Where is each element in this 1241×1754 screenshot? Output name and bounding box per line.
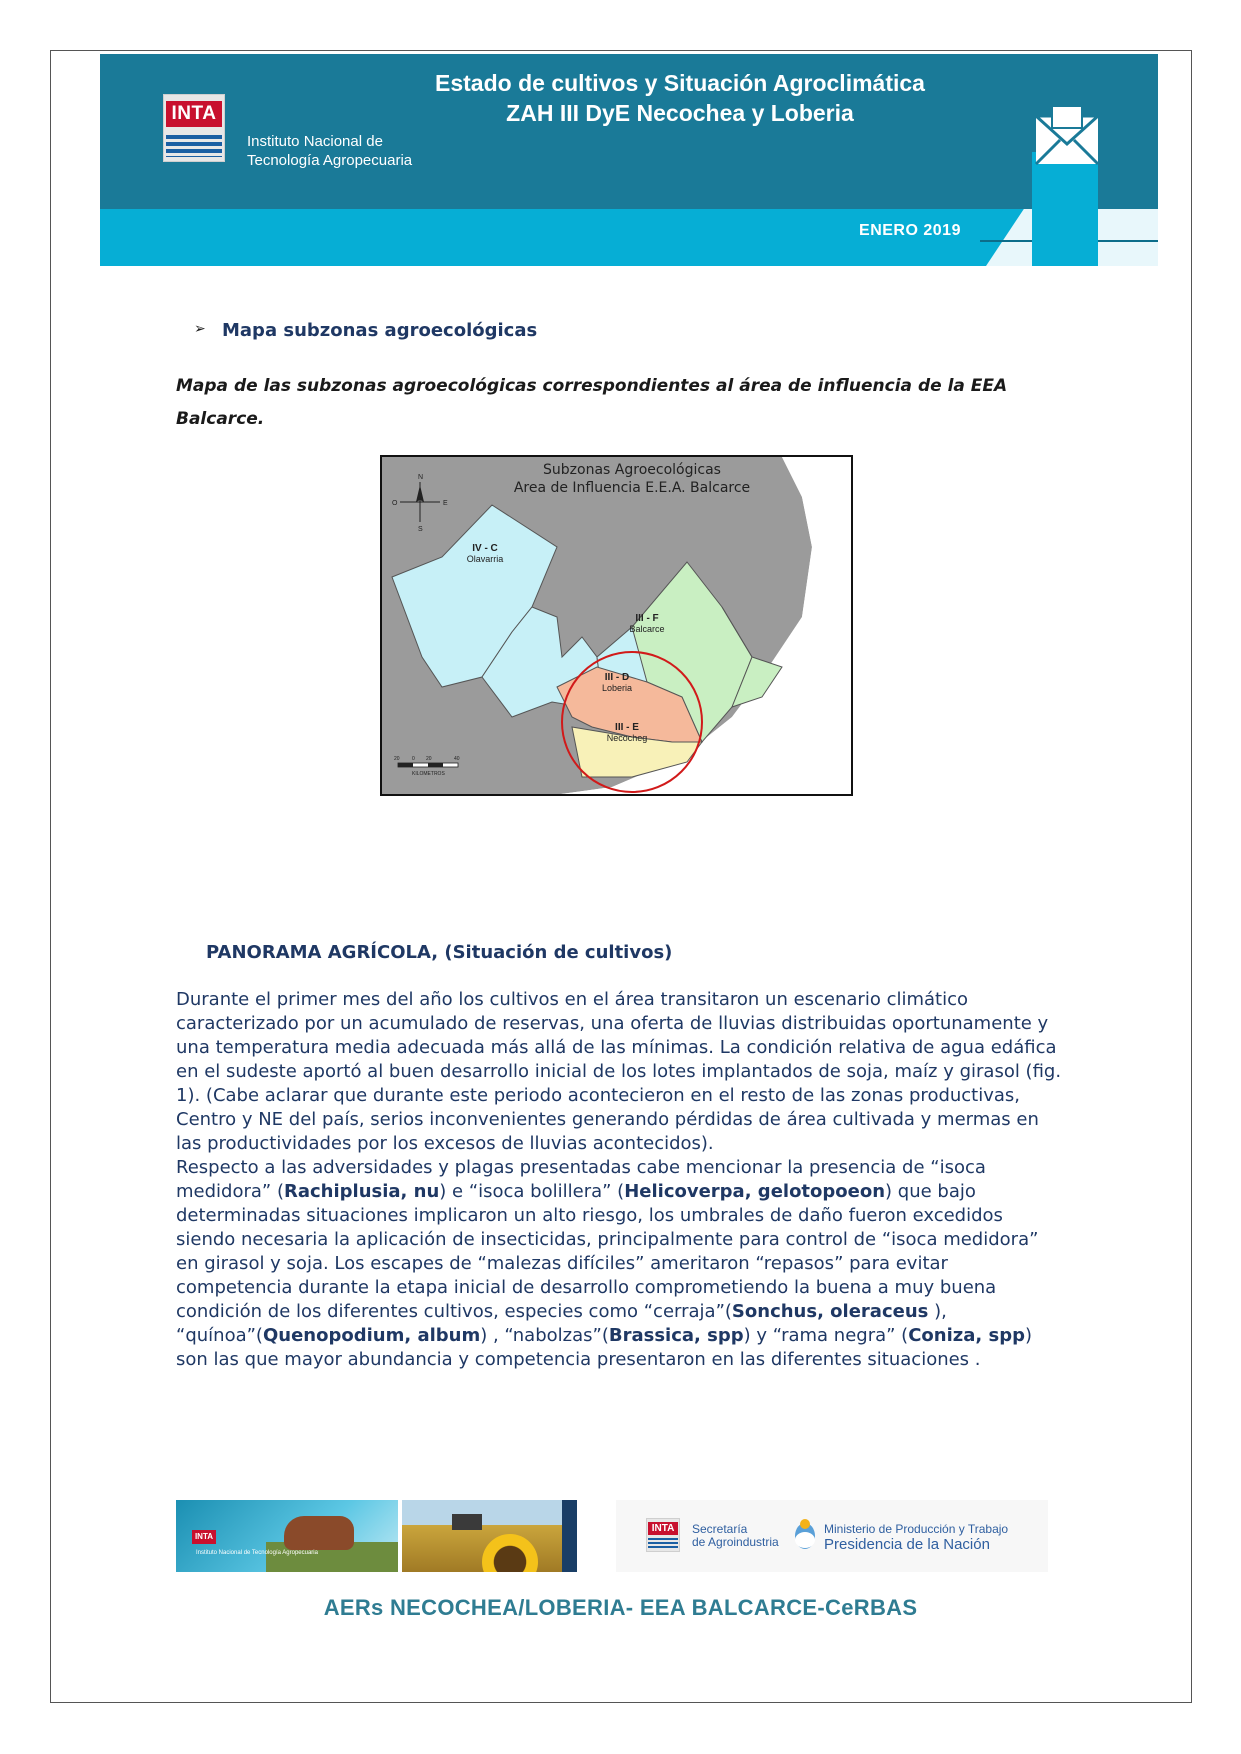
- national-seal-icon: [792, 1518, 818, 1552]
- institute-name: [247, 132, 412, 170]
- species-name: Sonchus, oleraceus: [731, 1301, 929, 1322]
- scale-tick-2: 20: [426, 756, 432, 762]
- zone-label-iii-f: [622, 613, 672, 634]
- panorama-body: [176, 988, 1066, 1372]
- compass-label-n: N: [418, 474, 424, 481]
- cow-image: [284, 1516, 354, 1550]
- species-name: Coniza, spp: [908, 1325, 1025, 1346]
- text-run: ) e “isoca bolillera” (: [439, 1181, 625, 1202]
- inta-partner-logo-text: INTA: [648, 1522, 678, 1535]
- text-run: ) que bajo determinadas situaciones implicaron un alto riesgo, los umbrales de daño fueron excedidos siendo necesaria la aplicación de insecticidas, principalmente para control de “isoca medidora” en girasol y soja. Los escapes de “malezas difíciles” ameritaron “repasos” para evitar competencia durante la etapa inicial de desarrollo comprometiendo la buena a muy buena condición de los diferentes cultivos, especies como “cerraja”(: [176, 1181, 1039, 1322]
- page-border: [50, 50, 1192, 1703]
- zone-name: Olavarria: [466, 554, 504, 564]
- zone-label-iii-d: [592, 672, 642, 693]
- inta-logo-bars: [166, 135, 222, 157]
- zone-code: III - D: [604, 672, 630, 683]
- species-name: Helicoverpa, gelotopoeon: [624, 1181, 886, 1202]
- section-heading-panorama: PANORAMA AGRÍCOLA, (Situación de cultivos): [206, 942, 673, 963]
- secretaria-line-1: Secretaría: [692, 1522, 748, 1536]
- zone-label-iv-c: [460, 543, 510, 564]
- map-title-line-1: Subzonas Agroecológicas: [543, 462, 721, 478]
- zone-name: Necocheg: [606, 733, 648, 743]
- inta-partner-logo-bars: [648, 1538, 678, 1549]
- scale-tick-0: 20: [394, 756, 400, 762]
- footer-banner-livestock: [176, 1500, 398, 1572]
- institute-line-1: Instituto Nacional de: [247, 133, 383, 150]
- text-run: ), “quínoa”(: [176, 1301, 947, 1346]
- inta-logo-text: INTA: [166, 101, 222, 127]
- inta-logo-small: INTA: [192, 1530, 216, 1544]
- book-spine: [562, 1500, 577, 1572]
- scale-tick-1: 0: [412, 756, 415, 762]
- zone-code: III - F: [635, 613, 659, 624]
- ministry-line-1: Ministerio de Producción y Trabajo: [824, 1522, 1009, 1536]
- secretaria-logo-text: [692, 1523, 779, 1549]
- section-heading-text: Mapa subzonas agroecológicas: [222, 320, 538, 341]
- zone-code: IV - C: [472, 543, 498, 554]
- institute-small: Instituto Nacional de Tecnología Agropecuaria: [196, 1550, 318, 1556]
- footer-organization-text: AERs NECOCHEA/LOBERIA- EEA BALCARCE-CeRBAS: [323, 1595, 918, 1620]
- ministry-line-2: Presidencia de la Nación: [824, 1536, 990, 1553]
- envelope-icon: [1022, 100, 1112, 180]
- bullet-arrow-icon: ➢: [194, 321, 206, 337]
- inta-partner-logo: [646, 1518, 680, 1552]
- sunflower-image: [482, 1534, 538, 1572]
- paragraph-2: [176, 1156, 1066, 1372]
- footer-banner-crops: [402, 1500, 577, 1572]
- map-title: [482, 461, 782, 497]
- map-caption: Mapa de las subzonas agroecológicas correspondientes al área de influencia de la EEA Balcarce.: [176, 376, 1008, 429]
- report-subtitle: ZAH III DyE Necochea y Loberia: [506, 100, 854, 126]
- tractor-image: [452, 1514, 482, 1530]
- scale-label: KILOMETROS: [412, 771, 445, 777]
- compass-label-e: E: [443, 500, 448, 507]
- paragraph-1: Durante el primer mes del año los cultivos en el área transitaron un escenario climático caracterizado por un acumulado de reservas, una oferta de lluvias distribuidas oportunamente y una temperatura media adecuada más allá de las mínimas. La condición relativa de agua edáfica en el sudeste aportó al buen desarrollo inicial de los lotes implantados de soja, maíz y girasol (fig. 1). (Cabe aclarar que durante este periodo acontecieron en el resto de las zonas productivas, Centro y NE del país, serios inconvenientes generando pérdidas de área cultivada y mermas en las productividades por los excesos de lluvias acontecidos).: [176, 989, 1062, 1154]
- compass-label-s: S: [418, 526, 423, 533]
- zone-code: III - E: [615, 722, 639, 733]
- scale-tick-3: 40: [454, 756, 460, 762]
- species-name: Brassica, spp: [608, 1325, 744, 1346]
- section-heading-map: [194, 320, 538, 341]
- species-name: Rachiplusia, nu: [283, 1181, 440, 1202]
- text-run: ) , “nabolzas”(: [480, 1325, 609, 1346]
- agroecological-map: [380, 455, 853, 796]
- zone-name: Balcarce: [629, 624, 665, 634]
- zone-name: Loberia: [601, 683, 633, 693]
- map-graphic: [382, 457, 853, 796]
- species-name: Quenopodium, album: [262, 1325, 481, 1346]
- footer-partner-logos: [616, 1500, 1048, 1572]
- compass-label-o: O: [392, 500, 398, 507]
- map-title-line-2: Area de Influencia E.E.A. Balcarce: [513, 480, 751, 496]
- text-run: ) y “rama negra” (: [743, 1325, 909, 1346]
- secretaria-line-2: de Agroindustria: [692, 1535, 779, 1549]
- header-banner: [100, 54, 1158, 266]
- text-run: ) son las que mayor abundancia y competencia presentaron en las diferentes situaciones .: [176, 1325, 1033, 1370]
- scale-bar: [398, 763, 458, 767]
- issue-date: ENERO 2019: [859, 222, 961, 239]
- report-title: Estado de cultivos y Situación Agroclimática: [435, 70, 925, 96]
- inta-logo: [163, 94, 225, 162]
- ministry-logo-text: [824, 1521, 1008, 1553]
- text-run: Respecto a las adversidades y plagas presentadas cabe mencionar la presencia de “isoca medidora” (: [176, 1157, 986, 1202]
- zone-label-iii-e: [602, 722, 652, 743]
- institute-line-2: Tecnología Agropecuaria: [247, 152, 413, 169]
